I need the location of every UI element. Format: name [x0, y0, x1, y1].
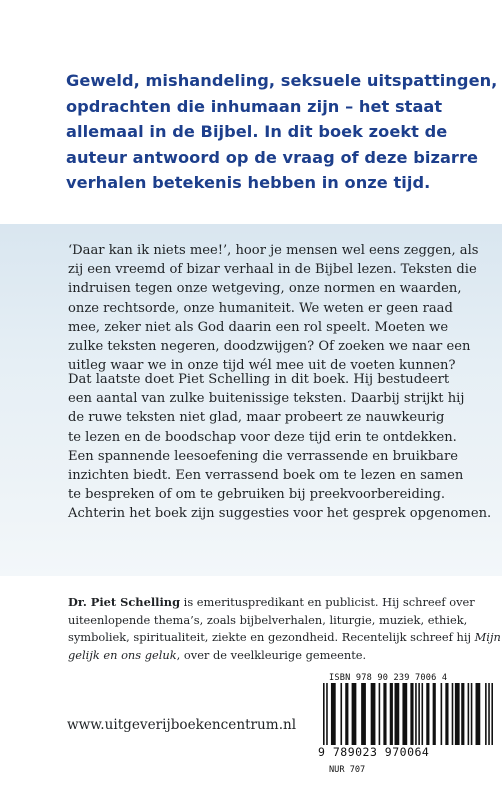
- isbn-label: ISBN 978 90 239 7006 4: [329, 673, 448, 683]
- barcode-bar: [441, 683, 443, 745]
- barcode-bar: [488, 683, 490, 745]
- text-line: zij een vreemd of bizar verhaal in de Bijbel lezen. Teksten die: [68, 262, 477, 278]
- text-line: mee, zeker niet als God daarin een rol speelt. Moeten we: [68, 319, 449, 335]
- teaser-line: Geweld, mishandeling, seksuele uitspattingen,: [66, 71, 498, 90]
- top-section: [0, 0, 502, 224]
- bio-line: uiteenlopende thema’s, zoals bijbelverhalen, liturgie, muziek, ethiek,: [68, 612, 468, 627]
- text-line: Dat laatste doet Piet Schelling in dit boek. Hij bestudeert: [68, 372, 450, 387]
- text-line: inzichten biedt. Een verrassend boek om te lezen en samen: [68, 468, 464, 484]
- text-line: onze rechtsorde, onze humaniteit. We weten er geen raad: [68, 300, 453, 316]
- text-line: ‘Daar kan ik niets mee!’, hoor je mensen wel eens zeggen, als: [68, 243, 479, 258]
- barcode-bar: [471, 683, 473, 745]
- barcode-bar: [326, 683, 328, 745]
- text-line: Achterin het boek zijn suggesties voor het gesprek opgenomen.: [68, 506, 492, 522]
- barcode-bar: [426, 683, 429, 745]
- author-name: Dr. Piet Schelling: [68, 595, 181, 609]
- barcode-bar: [345, 683, 348, 745]
- nur-code: NUR 707: [329, 765, 366, 775]
- bio-line: [68, 647, 488, 665]
- barcode-bar: [468, 683, 470, 745]
- book-title: gelijk en ons geluk: [68, 647, 177, 662]
- bio-text: , over de veelkleurige gemeente.: [176, 647, 367, 662]
- teaser-text: [66, 68, 498, 196]
- description-paragraph-2: [68, 370, 492, 524]
- barcode-bar: [352, 683, 357, 745]
- barcode-bar: [361, 683, 366, 745]
- text-line: te lezen en de boodschap voor deze tijd erin te ontdekken.: [68, 429, 457, 445]
- barcode-bar: [485, 683, 487, 745]
- barcode-bar: [323, 683, 325, 745]
- barcode-bar: [422, 683, 424, 745]
- teaser-line: opdrachten die inhumaan zijn – het staat: [66, 96, 443, 116]
- bio-text: symboliek, spiritualiteit, ziekte en gezondheid. Recentelijk schreef hij: [68, 630, 475, 645]
- text-line: Een spannende leesoefening die verrassende en bruikbare: [68, 448, 458, 464]
- bio-text: is emerituspredikant en publicist. Hij schreef over: [180, 595, 475, 609]
- barcode-digits: 9 789023 970064: [318, 745, 430, 759]
- barcode-bar: [461, 683, 464, 745]
- author-bio: [68, 594, 501, 664]
- bio-line: [68, 594, 488, 612]
- teaser-line: allemaal in de Bijbel. In dit boek zoekt de: [66, 122, 448, 141]
- barcode-bar: [433, 683, 436, 745]
- barcode-bar: [371, 683, 376, 745]
- teaser-line: auteur antwoord op de vraag of deze bizarre: [66, 147, 479, 167]
- barcode-bar: [452, 683, 454, 745]
- barcode-bar: [395, 683, 400, 745]
- barcode-bar: [491, 683, 493, 745]
- text-line: de ruwe teksten niet glad, maar probeert ze nauwkeurig: [68, 410, 445, 426]
- barcode-bar: [379, 683, 381, 745]
- book-title: Mijn: [474, 630, 501, 645]
- teaser-line: verhalen betekenis hebben in onze tijd.: [66, 173, 431, 192]
- publisher-website: www.uitgeverijboekencentrum.nl: [67, 717, 297, 733]
- text-line: indruisen tegen onze wetgeving, onze normen en waarden,: [68, 281, 462, 297]
- text-line: uitleg waar we in onze tijd wél mee uit de voeten kunnen?: [68, 358, 456, 374]
- barcode-bar: [410, 683, 413, 745]
- barcode: [323, 683, 493, 745]
- barcode-bar: [331, 683, 336, 745]
- barcode-bar: [402, 683, 407, 745]
- text-line: een aantal van zulke buitenissige teksten. Daarbij strijkt hij: [68, 391, 465, 407]
- barcode-bar: [476, 683, 481, 745]
- barcode-bar: [445, 683, 448, 745]
- barcode-bar: [340, 683, 342, 745]
- text-line: te bespreken of om te gebruiken bij preekvoorbereiding.: [68, 487, 446, 503]
- barcode-bar: [383, 683, 386, 745]
- barcode-bar: [455, 683, 460, 745]
- barcode-bar: [418, 683, 420, 745]
- description-paragraph-1: [68, 241, 488, 375]
- barcode-bar: [415, 683, 417, 745]
- barcode-bar: [390, 683, 393, 745]
- text-line: zulke teksten negeren, doodzwijgen? Of zoeken we naar een: [68, 339, 471, 355]
- bio-line: [68, 629, 501, 647]
